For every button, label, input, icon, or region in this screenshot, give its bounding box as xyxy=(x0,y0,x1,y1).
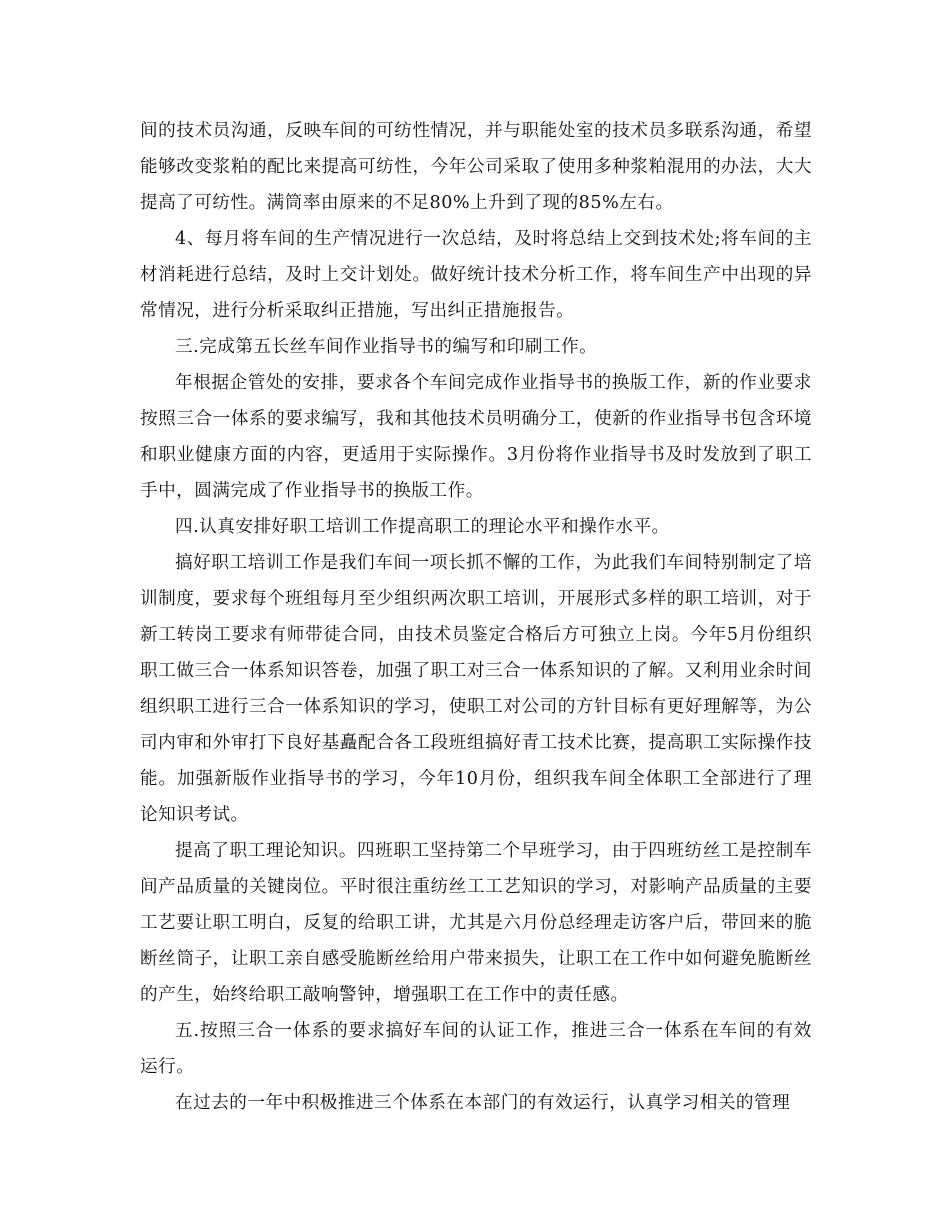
paragraph-training: 搞好职工培训工作是我们车间一项长抓不懈的工作，为此我们车间特别制定了培训制度，要求每个班组每月至少组织两次职工培训，开展形式多样的职工培训，对于新工转岗工要求有师带徒合同，由技术员鉴定合格后方可独立上岗。今年5月份组织职工做三合一体系知识答卷，加强了职工对三合一体系知识的了解。又利用业余时间组织职工进行三合一体系知识的学习，使职工对公司的方针目标有更好理解等，为公司内审和外审打下良好基矗配合各工段班组搞好青工技术比赛，提高职工实际操作技能。加强新版作业指导书的学习，今年10月份，组织我车间全体职工全部进行了理论知识考试。 xyxy=(140,553,812,825)
paragraph-item-4: 4、每月将车间的生产情况进行一次总结，及时将总结上交到技术处;将车间的主材消耗进行总结，及时上交计划处。做好统计技术分析工作，将车间生产中出现的异常情况，进行分析采取纠正措施，写出纠正措施报告。 xyxy=(140,229,812,321)
section-heading-4: 四.认真安排好职工培训工作提高职工的理论水平和操作水平。 xyxy=(175,517,670,537)
paragraph-work-instructions: 年根据企管处的安排，要求各个车间完成作业指导书的换版工作，新的作业要求按照三合一体系的要求编写，我和其他技术员明确分工，使新的作业指导书包含环境和职业健康方面的内容，更适用于实际操作。3月份将作业指导书及时发放到了职工手中，圆满完成了作业指导书的换版工作。 xyxy=(140,373,812,501)
paragraph-continuation: 间的技术员沟通，反映车间的可纺性情况，并与职能处室的技术员多联系沟通，希望能够改变浆粕的配比来提高可纺性，今年公司采取了使用多种浆粕混用的办法，大大提高了可纺性。满筒率由原来的不足80%上升到了现的85%左右。 xyxy=(140,121,812,213)
document-body xyxy=(140,113,812,1121)
paragraph-system-operation: 在过去的一年中积极推进三个体系在本部门的有效运行，认真学习相关的管理 xyxy=(175,1093,791,1113)
section-heading-5: 五.按照三合一体系的要求搞好车间的认证工作，推进三合一体系在车间的有效运行。 xyxy=(140,1021,812,1077)
section-heading-3: 三.完成第五长丝车间作业指导书的编写和印刷工作。 xyxy=(175,337,598,357)
paragraph-theory-knowledge: 提高了职工理论知识。四班职工坚持第二个早班学习，由于四班纺丝工是控制车间产品质量的关键岗位。平时很注重纺丝工工艺知识的学习，对影响产品质量的主要工艺要让职工明白，反复的给职工讲，尤其是六月份总经理走访客户后，带回来的脆断丝筒子，让职工亲自感受脆断丝给用户带来损失，让职工在工作中如何避免脆断丝的产生，始终给职工敲响警钟，增强职工在工作中的责任感。 xyxy=(140,841,812,1005)
